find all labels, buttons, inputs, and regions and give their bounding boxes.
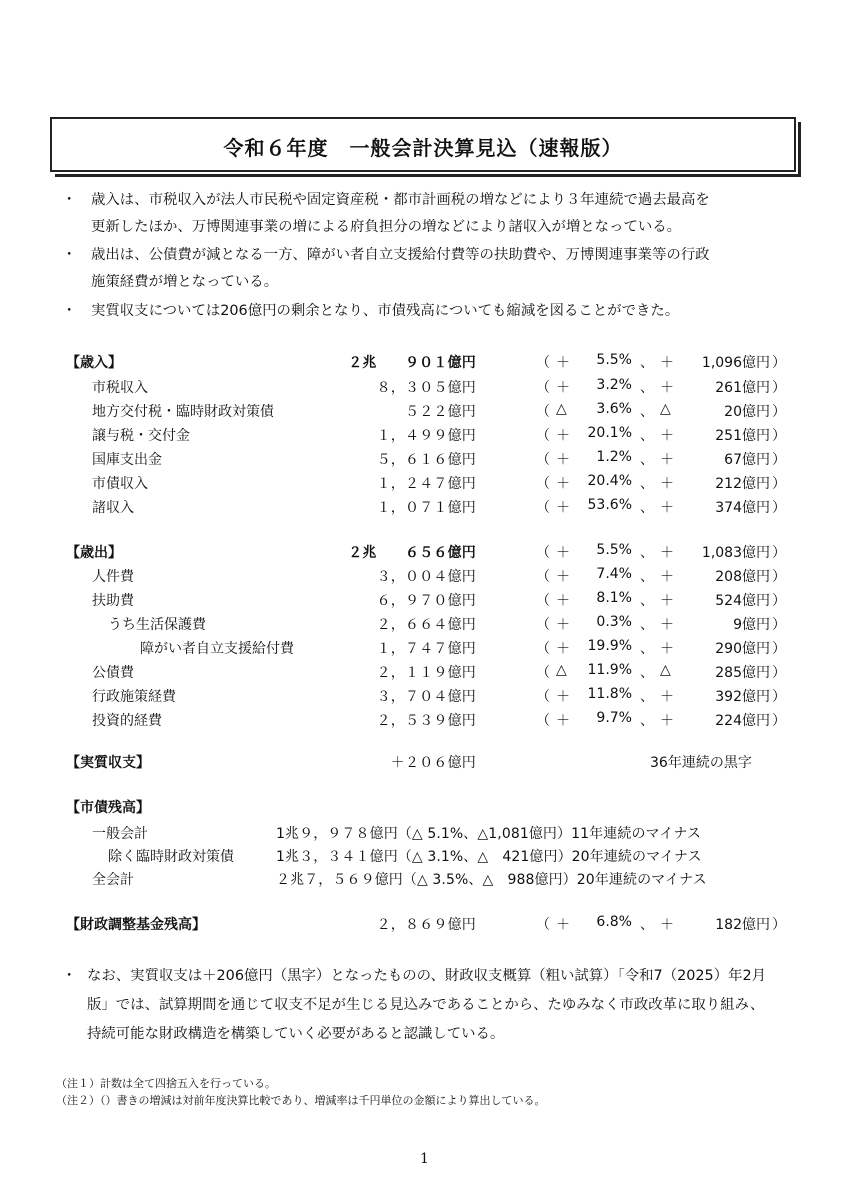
item-amount: ３，７０４億円 — [376, 689, 476, 705]
paren-close: ） — [772, 617, 786, 633]
paren-close: ） — [772, 428, 786, 444]
paren-close: ） — [772, 641, 786, 657]
sign-rate: ＋ — [556, 500, 570, 516]
sign-diff: ＋ — [660, 428, 674, 444]
debt-header-row — [0, 797, 849, 821]
section-header: 【歳出】 — [66, 545, 122, 561]
change-amount: 9億円 — [733, 617, 770, 633]
change-rate: 7.4% — [596, 566, 632, 582]
paren-open: （ — [536, 569, 550, 585]
change-amount: 374億円 — [715, 500, 770, 516]
page-title: 令和６年度 一般会計決算見込（速報版） — [223, 136, 623, 160]
paren-open: （ — [536, 380, 550, 396]
paren-open: （ — [536, 593, 550, 609]
item-label: 譲与税・交付金 — [92, 428, 190, 444]
separator: 、 — [640, 665, 654, 681]
paren-open: （ — [536, 917, 550, 933]
item-label: 公債費 — [92, 665, 134, 681]
closing-line: 持続可能な財政構造を構築していく必要があると認識している。 — [87, 1026, 505, 1042]
change-rate: 11.8% — [587, 686, 632, 702]
separator: 、 — [640, 545, 654, 561]
sign-diff: ＋ — [660, 476, 674, 492]
change-rate: 5.5% — [596, 352, 632, 368]
item-label: 除く臨時財政対策債 — [108, 849, 234, 865]
paren-close: ） — [772, 545, 786, 561]
paren-close: ） — [772, 452, 786, 468]
expenditure-item-row — [0, 590, 849, 614]
paren-open: （ — [536, 428, 550, 444]
section-header: 【市債残高】 — [66, 800, 150, 816]
change-rate: 53.6% — [587, 497, 632, 513]
separator: 、 — [640, 569, 654, 585]
item-label: 障がい者自立支援給付費 — [140, 641, 294, 657]
revenue-item-row — [0, 449, 849, 473]
sign-rate: ＋ — [556, 452, 570, 468]
sign-diff: ＋ — [660, 380, 674, 396]
item-amount: ５２２億円 — [405, 404, 476, 420]
page-number: 1 — [420, 1151, 429, 1167]
item-amount: ３，００４億円 — [376, 569, 476, 585]
bullet-mark: ・ — [62, 968, 77, 984]
paren-close: ） — [772, 689, 786, 705]
sign-rate: ＋ — [556, 355, 570, 371]
sign-rate: ＋ — [556, 593, 570, 609]
balance-note: 36年連続の黒字 — [650, 755, 752, 771]
revenue-item-row — [0, 497, 849, 521]
total-amount: ２兆 ６５６億円 — [348, 545, 476, 561]
item-amount: ２，６６４億円 — [376, 617, 476, 633]
sign-rate: ＋ — [556, 545, 570, 561]
item-amount: １，４９９億円 — [376, 428, 476, 444]
sign-diff: ＋ — [660, 689, 674, 705]
item-amount: １，７４７億円 — [376, 641, 476, 657]
item-amount: ８，３０５億円 — [376, 380, 476, 396]
change-rate: 8.1% — [596, 590, 632, 606]
debt-detail: 1兆９，９７８億円（△ 5.1%、△1,081億円）11年連続のマイナス — [276, 826, 702, 842]
revenue-item-row — [0, 377, 849, 401]
change-rate: 6.8% — [596, 914, 632, 930]
footnote-2: （注２）（）書きの増減は対前年度決算比較であり、増減率は千円単位の金額により算出している。 — [56, 1094, 546, 1107]
sign-diff: ＋ — [660, 617, 674, 633]
paren-close: ） — [772, 380, 786, 396]
expenditure-item-row — [0, 686, 849, 710]
paren-open: （ — [536, 617, 550, 633]
bullet-mark: ・ — [62, 192, 77, 208]
change-rate: 20.1% — [587, 425, 632, 441]
sign-rate: ＋ — [556, 641, 570, 657]
change-rate: 0.3% — [596, 614, 632, 630]
item-label: 市債収入 — [92, 476, 148, 492]
separator: 、 — [640, 355, 654, 371]
paren-open: （ — [536, 476, 550, 492]
fund-amount: ２，８６９億円 — [376, 917, 476, 933]
item-amount: ２，１１９億円 — [376, 665, 476, 681]
paren-open: （ — [536, 713, 550, 729]
separator: 、 — [640, 713, 654, 729]
separator: 、 — [640, 404, 654, 420]
sign-diff: ＋ — [660, 545, 674, 561]
expenditure-item-row — [0, 662, 849, 686]
sign-diff: △ — [660, 662, 671, 678]
item-label: 地方交付税・臨時財政対策債 — [92, 404, 274, 420]
sign-diff: ＋ — [660, 452, 674, 468]
change-rate: 1.2% — [596, 449, 632, 465]
separator: 、 — [640, 593, 654, 609]
change-amount: 261億円 — [715, 380, 770, 396]
sign-diff: ＋ — [660, 355, 674, 371]
item-amount: ５，６１６億円 — [376, 452, 476, 468]
paren-open: （ — [536, 404, 550, 420]
paren-open: （ — [536, 500, 550, 516]
separator: 、 — [640, 380, 654, 396]
bullet-mark: ・ — [62, 247, 77, 263]
sign-diff: ＋ — [660, 500, 674, 516]
revenue-item-row — [0, 401, 849, 425]
change-rate: 5.5% — [596, 542, 632, 558]
sign-rate: ＋ — [556, 917, 570, 933]
paren-open: （ — [536, 355, 550, 371]
paren-open: （ — [536, 689, 550, 705]
separator: 、 — [640, 641, 654, 657]
change-rate: 3.6% — [596, 401, 632, 417]
sign-rate: ＋ — [556, 569, 570, 585]
sign-rate: △ — [556, 662, 567, 678]
paren-close: ） — [772, 355, 786, 371]
separator: 、 — [640, 617, 654, 633]
bullet-line: 更新したほか、万博関連事業の増による府負担分の増などにより諸収入が増となっている。 — [91, 219, 682, 235]
item-amount: １，０７１億円 — [376, 500, 476, 516]
change-amount: 1,096億円 — [701, 355, 770, 371]
sign-rate: ＋ — [556, 713, 570, 729]
bullet-line: 歳出は、公債費が減となる一方、障がい者自立支援給付費等の扶助費や、万博関連事業等の行政 — [91, 247, 710, 263]
change-amount: 224億円 — [715, 713, 770, 729]
item-amount: ２，５３９億円 — [376, 713, 476, 729]
balance-row — [0, 752, 849, 776]
change-rate: 9.7% — [596, 710, 632, 726]
section-header: 【財政調整基金残高】 — [66, 917, 206, 933]
footnote-1: （注１）計数は全て四捨五入を行っている。 — [56, 1077, 276, 1090]
change-amount: 67億円 — [724, 452, 770, 468]
separator: 、 — [640, 476, 654, 492]
change-amount: 392億円 — [715, 689, 770, 705]
item-label: 諸収入 — [92, 500, 134, 516]
separator: 、 — [640, 917, 654, 933]
balance-amount: ＋２０６億円 — [390, 755, 476, 771]
paren-close: ） — [772, 593, 786, 609]
sign-diff: ＋ — [660, 641, 674, 657]
change-amount: 285億円 — [715, 665, 770, 681]
change-rate: 11.9% — [587, 662, 632, 678]
paren-close: ） — [772, 569, 786, 585]
separator: 、 — [640, 689, 654, 705]
change-amount: 208億円 — [715, 569, 770, 585]
item-label: 一般会計 — [92, 826, 148, 842]
expenditure-item-row — [0, 614, 849, 638]
section-header: 【歳入】 — [66, 355, 122, 371]
change-rate: 3.2% — [596, 377, 632, 393]
paren-open: （ — [536, 452, 550, 468]
paren-close: ） — [772, 713, 786, 729]
sign-rate: ＋ — [556, 617, 570, 633]
change-amount: 290億円 — [715, 641, 770, 657]
section-header: 【実質収支】 — [66, 755, 150, 771]
item-label: 扶助費 — [92, 593, 134, 609]
expenditure-item-row — [0, 566, 849, 590]
sign-rate: △ — [556, 401, 567, 417]
separator: 、 — [640, 452, 654, 468]
sign-diff: △ — [660, 401, 671, 417]
bullet-line: 歳入は、市税収入が法人市民税や固定資産税・都市計画税の増などにより３年連続で過去最高を — [91, 192, 710, 208]
item-label: うち生活保護費 — [108, 617, 206, 633]
change-amount: 212億円 — [715, 476, 770, 492]
paren-close: ） — [772, 917, 786, 933]
change-amount: 1,083億円 — [701, 545, 770, 561]
title-box — [50, 117, 796, 172]
sign-diff: ＋ — [660, 593, 674, 609]
bullet-mark: ・ — [62, 303, 77, 319]
item-label: 市税収入 — [92, 380, 148, 396]
item-label: 投資的経費 — [92, 713, 162, 729]
paren-close: ） — [772, 665, 786, 681]
debt-detail: ２兆７，５６９億円（△ 3.5%、△ 988億円）20年連続のマイナス — [276, 872, 707, 888]
sign-diff: ＋ — [660, 713, 674, 729]
debt-item-row — [0, 869, 849, 893]
closing-line: なお、実質収支は＋206億円（黒字）となったものの、財政収支概算（粗い試算）「令和7（2025）年2月 — [87, 968, 767, 984]
revenue-total-row — [0, 352, 849, 376]
revenue-item-row — [0, 473, 849, 497]
separator: 、 — [640, 500, 654, 516]
change-amount: 524億円 — [715, 593, 770, 609]
revenue-item-row — [0, 425, 849, 449]
paren-close: ） — [772, 404, 786, 420]
item-label: 全会計 — [92, 872, 134, 888]
change-amount: 20億円 — [724, 404, 770, 420]
fund-row — [0, 914, 849, 938]
paren-open: （ — [536, 665, 550, 681]
change-amount: 251億円 — [715, 428, 770, 444]
paren-close: ） — [772, 500, 786, 516]
expenditure-item-row — [0, 638, 849, 662]
debt-item-row — [0, 823, 849, 847]
total-amount: ２兆 ９０１億円 — [348, 355, 476, 371]
debt-detail: 1兆３，３４１億円（△ 3.1%、△ 421億円）20年連続のマイナス — [276, 849, 702, 865]
item-label: 人件費 — [92, 569, 134, 585]
paren-open: （ — [536, 545, 550, 561]
expenditure-total-row — [0, 542, 849, 566]
change-amount: 182億円 — [715, 917, 770, 933]
separator: 、 — [640, 428, 654, 444]
expenditure-item-row — [0, 710, 849, 734]
change-rate: 20.4% — [587, 473, 632, 489]
sign-rate: ＋ — [556, 428, 570, 444]
sign-rate: ＋ — [556, 689, 570, 705]
item-label: 行政施策経費 — [92, 689, 176, 705]
item-amount: ６，９７０億円 — [376, 593, 476, 609]
closing-line: 版」では、試算期間を通じて収支不足が生じる見込みであることから、たゆみなく市政改革に取り組み、 — [87, 997, 765, 1013]
item-amount: １，２４７億円 — [376, 476, 476, 492]
sign-diff: ＋ — [660, 569, 674, 585]
change-rate: 19.9% — [587, 638, 632, 654]
paren-open: （ — [536, 641, 550, 657]
bullet-line: 実質収支については206億円の剰余となり、市債残高についても縮減を図ることができた。 — [91, 303, 680, 319]
paren-close: ） — [772, 476, 786, 492]
sign-diff: ＋ — [660, 917, 674, 933]
debt-item-row — [0, 846, 849, 870]
bullet-line: 施策経費が増となっている。 — [91, 274, 279, 290]
item-label: 国庫支出金 — [92, 452, 162, 468]
sign-rate: ＋ — [556, 476, 570, 492]
sign-rate: ＋ — [556, 380, 570, 396]
